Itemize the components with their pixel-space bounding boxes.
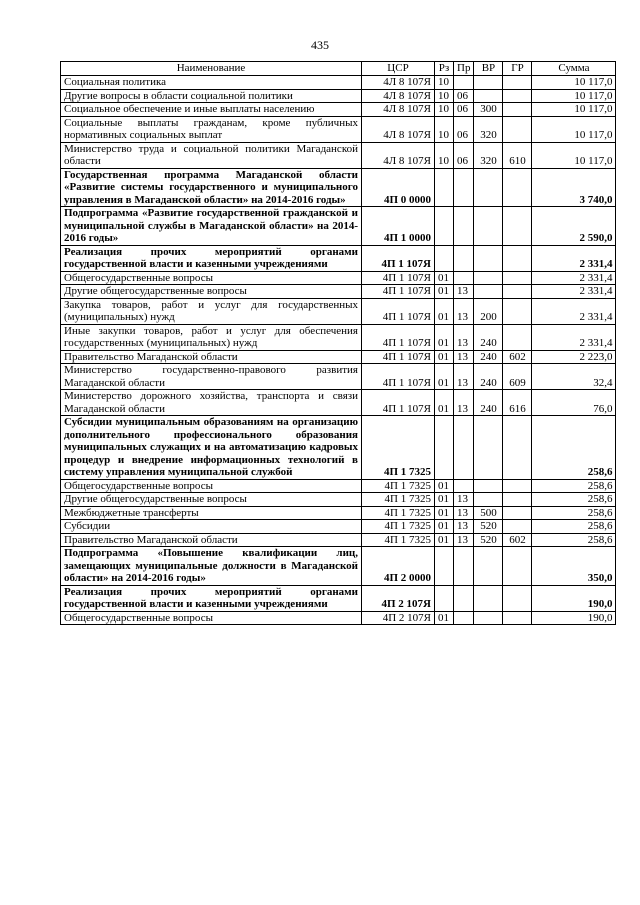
cell-sum: 258,6 (532, 493, 616, 507)
header-pr: Пр (454, 62, 474, 76)
table-row (61, 479, 616, 493)
cell-vr (474, 207, 503, 246)
cell-gr (503, 103, 532, 117)
cell-name: Субсидии (61, 520, 362, 534)
cell-rz: 01 (435, 324, 454, 350)
cell-csr: 4П 1 0000 (362, 207, 435, 246)
cell-sum: 2 331,4 (532, 271, 616, 285)
cell-pr: 06 (454, 116, 474, 142)
cell-csr: 4П 1 107Я (362, 298, 435, 324)
cell-name: Другие общегосударственные вопросы (61, 285, 362, 299)
cell-gr (503, 76, 532, 90)
cell-pr (454, 416, 474, 480)
cell-gr (503, 520, 532, 534)
cell-rz: 01 (435, 298, 454, 324)
cell-sum: 2 331,4 (532, 324, 616, 350)
table-row (61, 298, 616, 324)
table-row (61, 168, 616, 207)
cell-pr (454, 207, 474, 246)
cell-vr (474, 245, 503, 271)
cell-sum: 258,6 (532, 416, 616, 480)
cell-rz (435, 416, 454, 480)
header-row (61, 62, 616, 76)
table-row (61, 390, 616, 416)
cell-gr (503, 168, 532, 207)
cell-name: Подпрограмма «Развитие государственной гражданской и муниципальной службы в Магаданской области» на 2014-2016 годы» (61, 207, 362, 246)
cell-name: Общегосударственные вопросы (61, 479, 362, 493)
table-row (61, 89, 616, 103)
cell-vr: 520 (474, 533, 503, 547)
cell-csr: 4П 1 7325 (362, 506, 435, 520)
cell-pr: 06 (454, 103, 474, 117)
cell-gr: 610 (503, 142, 532, 168)
table-body (61, 76, 616, 625)
cell-sum: 2 331,4 (532, 298, 616, 324)
cell-sum: 10 117,0 (532, 142, 616, 168)
cell-rz: 01 (435, 390, 454, 416)
budget-table (60, 61, 616, 625)
cell-vr (474, 168, 503, 207)
table-row (61, 285, 616, 299)
cell-csr: 4П 1 107Я (362, 364, 435, 390)
page-number: 435 (311, 38, 329, 52)
cell-gr (503, 416, 532, 480)
cell-csr: 4П 2 0000 (362, 547, 435, 586)
table-row (61, 585, 616, 611)
cell-sum: 190,0 (532, 611, 616, 625)
cell-gr (503, 324, 532, 350)
cell-gr (503, 479, 532, 493)
cell-name: Реализация прочих мероприятий органами государственной власти и казенными учреждениями (61, 245, 362, 271)
cell-csr: 4П 1 7325 (362, 416, 435, 480)
table-row (61, 364, 616, 390)
header-name: Наименование (61, 62, 362, 76)
table-row (61, 324, 616, 350)
cell-name: Другие вопросы в области социальной политики (61, 89, 362, 103)
cell-csr: 4Л 8 107Я (362, 116, 435, 142)
table-row (61, 547, 616, 586)
cell-sum: 258,6 (532, 533, 616, 547)
cell-csr: 4П 1 107Я (362, 390, 435, 416)
cell-rz: 01 (435, 350, 454, 364)
cell-name: Социальное обеспечение и иные выплаты населению (61, 103, 362, 117)
cell-pr: 13 (454, 520, 474, 534)
cell-pr (454, 585, 474, 611)
cell-sum: 76,0 (532, 390, 616, 416)
table-row (61, 506, 616, 520)
cell-csr: 4Л 8 107Я (362, 76, 435, 90)
cell-vr: 300 (474, 103, 503, 117)
cell-vr: 240 (474, 364, 503, 390)
cell-csr: 4П 1 107Я (362, 245, 435, 271)
header-csr: ЦСР (362, 62, 435, 76)
cell-sum: 10 117,0 (532, 76, 616, 90)
cell-csr: 4П 2 107Я (362, 611, 435, 625)
cell-vr: 500 (474, 506, 503, 520)
cell-csr: 4П 2 107Я (362, 585, 435, 611)
cell-sum: 2 223,0 (532, 350, 616, 364)
cell-name: Подпрограмма «Повышение квалификации лиц, замещающих муниципальные должности в Магаданской области» на 2014-2016 годы» (61, 547, 362, 586)
cell-pr: 06 (454, 89, 474, 103)
cell-vr: 240 (474, 390, 503, 416)
cell-vr: 520 (474, 520, 503, 534)
cell-gr (503, 611, 532, 625)
cell-pr: 06 (454, 142, 474, 168)
table-row (61, 493, 616, 507)
cell-vr (474, 585, 503, 611)
cell-gr (503, 116, 532, 142)
cell-vr (474, 76, 503, 90)
cell-rz (435, 547, 454, 586)
cell-vr (474, 89, 503, 103)
cell-rz: 10 (435, 142, 454, 168)
cell-pr (454, 271, 474, 285)
cell-vr: 320 (474, 116, 503, 142)
cell-csr: 4Л 8 107Я (362, 89, 435, 103)
cell-sum: 32,4 (532, 364, 616, 390)
cell-pr (454, 245, 474, 271)
cell-gr (503, 285, 532, 299)
table-row (61, 103, 616, 117)
cell-csr: 4П 1 107Я (362, 324, 435, 350)
cell-name: Межбюджетные трансферты (61, 506, 362, 520)
cell-sum: 10 117,0 (532, 103, 616, 117)
header-sum: Сумма (532, 62, 616, 76)
cell-name: Правительство Магаданской области (61, 350, 362, 364)
table-row (61, 350, 616, 364)
cell-name: Государственная программа Магаданской области «Развитие системы государственного и муниципального управления в Магаданской области» на 2014-2016 годы» (61, 168, 362, 207)
cell-name: Министерство государственно-правового развития Магаданской области (61, 364, 362, 390)
table-row (61, 611, 616, 625)
cell-pr: 13 (454, 324, 474, 350)
cell-pr: 13 (454, 493, 474, 507)
cell-name: Социальные выплаты гражданам, кроме публичных нормативных социальных выплат (61, 116, 362, 142)
table-row (61, 142, 616, 168)
cell-name: Закупка товаров, работ и услуг для государственных (муниципальных) нужд (61, 298, 362, 324)
cell-gr (503, 298, 532, 324)
cell-gr (503, 506, 532, 520)
cell-gr (503, 493, 532, 507)
cell-csr: 4П 1 7325 (362, 479, 435, 493)
cell-vr (474, 271, 503, 285)
cell-sum: 258,6 (532, 520, 616, 534)
cell-csr: 4П 1 107Я (362, 285, 435, 299)
cell-vr: 320 (474, 142, 503, 168)
cell-csr: 4П 1 7325 (362, 493, 435, 507)
table-header (61, 62, 616, 76)
cell-name: Иные закупки товаров, работ и услуг для обеспечения государственных (муниципальных) нужд (61, 324, 362, 350)
cell-gr (503, 207, 532, 246)
cell-name: Другие общегосударственные вопросы (61, 493, 362, 507)
cell-gr (503, 547, 532, 586)
cell-vr: 240 (474, 324, 503, 350)
cell-name: Реализация прочих мероприятий органами государственной власти и казенными учреждениями (61, 585, 362, 611)
cell-pr: 13 (454, 390, 474, 416)
cell-name: Правительство Магаданской области (61, 533, 362, 547)
cell-rz: 01 (435, 493, 454, 507)
cell-gr: 616 (503, 390, 532, 416)
cell-sum: 10 117,0 (532, 116, 616, 142)
cell-sum: 10 117,0 (532, 89, 616, 103)
header-gr: ГР (503, 62, 532, 76)
table-row (61, 271, 616, 285)
cell-pr (454, 547, 474, 586)
cell-gr (503, 245, 532, 271)
cell-pr: 13 (454, 298, 474, 324)
cell-csr: 4П 1 107Я (362, 271, 435, 285)
cell-rz: 01 (435, 364, 454, 390)
cell-sum: 3 740,0 (532, 168, 616, 207)
cell-sum: 2 590,0 (532, 207, 616, 246)
cell-csr: 4П 1 7325 (362, 520, 435, 534)
cell-pr (454, 168, 474, 207)
cell-rz (435, 585, 454, 611)
cell-rz (435, 207, 454, 246)
cell-vr (474, 611, 503, 625)
cell-rz (435, 245, 454, 271)
cell-pr (454, 479, 474, 493)
cell-pr (454, 76, 474, 90)
cell-vr (474, 479, 503, 493)
cell-csr: 4Л 8 107Я (362, 142, 435, 168)
cell-vr (474, 416, 503, 480)
cell-gr (503, 271, 532, 285)
table-row (61, 416, 616, 480)
cell-sum: 258,6 (532, 506, 616, 520)
cell-pr: 13 (454, 364, 474, 390)
cell-csr: 4П 1 107Я (362, 350, 435, 364)
cell-name: Социальная политика (61, 76, 362, 90)
cell-pr (454, 611, 474, 625)
table-row (61, 520, 616, 534)
cell-rz: 01 (435, 611, 454, 625)
cell-pr: 13 (454, 533, 474, 547)
cell-vr (474, 493, 503, 507)
cell-name: Министерство дорожного хозяйства, транспорта и связи Магаданской области (61, 390, 362, 416)
cell-vr (474, 547, 503, 586)
cell-gr (503, 89, 532, 103)
cell-gr: 609 (503, 364, 532, 390)
cell-sum: 350,0 (532, 547, 616, 586)
cell-sum: 2 331,4 (532, 285, 616, 299)
table-row (61, 533, 616, 547)
cell-rz: 10 (435, 76, 454, 90)
cell-csr: 4П 1 7325 (362, 533, 435, 547)
header-rz: Рз (435, 62, 454, 76)
cell-gr: 602 (503, 350, 532, 364)
cell-rz (435, 168, 454, 207)
cell-rz: 10 (435, 89, 454, 103)
cell-pr: 13 (454, 285, 474, 299)
cell-sum: 2 331,4 (532, 245, 616, 271)
cell-rz: 10 (435, 103, 454, 117)
cell-vr (474, 285, 503, 299)
cell-name: Министерство труда и социальной политики Магаданской области (61, 142, 362, 168)
cell-name: Субсидии муниципальным образованиям на организацию дополнительного профессионального образования муниципальных служащих и на автоматизацию кадровых процедур и внедрение информационных технологий в систему управления муниципальной службой (61, 416, 362, 480)
cell-rz: 01 (435, 271, 454, 285)
cell-sum: 258,6 (532, 479, 616, 493)
cell-rz: 01 (435, 506, 454, 520)
table-row (61, 76, 616, 90)
cell-pr: 13 (454, 506, 474, 520)
cell-rz: 01 (435, 533, 454, 547)
cell-pr: 13 (454, 350, 474, 364)
cell-csr: 4Л 8 107Я (362, 103, 435, 117)
table-row (61, 245, 616, 271)
cell-sum: 190,0 (532, 585, 616, 611)
cell-name: Общегосударственные вопросы (61, 271, 362, 285)
table-row (61, 207, 616, 246)
cell-gr: 602 (503, 533, 532, 547)
cell-vr: 240 (474, 350, 503, 364)
table-row (61, 116, 616, 142)
cell-rz: 10 (435, 116, 454, 142)
cell-gr (503, 585, 532, 611)
cell-rz: 01 (435, 479, 454, 493)
cell-vr: 200 (474, 298, 503, 324)
header-vr: ВР (474, 62, 503, 76)
cell-csr: 4П 0 0000 (362, 168, 435, 207)
cell-name: Общегосударственные вопросы (61, 611, 362, 625)
cell-rz: 01 (435, 520, 454, 534)
cell-rz: 01 (435, 285, 454, 299)
